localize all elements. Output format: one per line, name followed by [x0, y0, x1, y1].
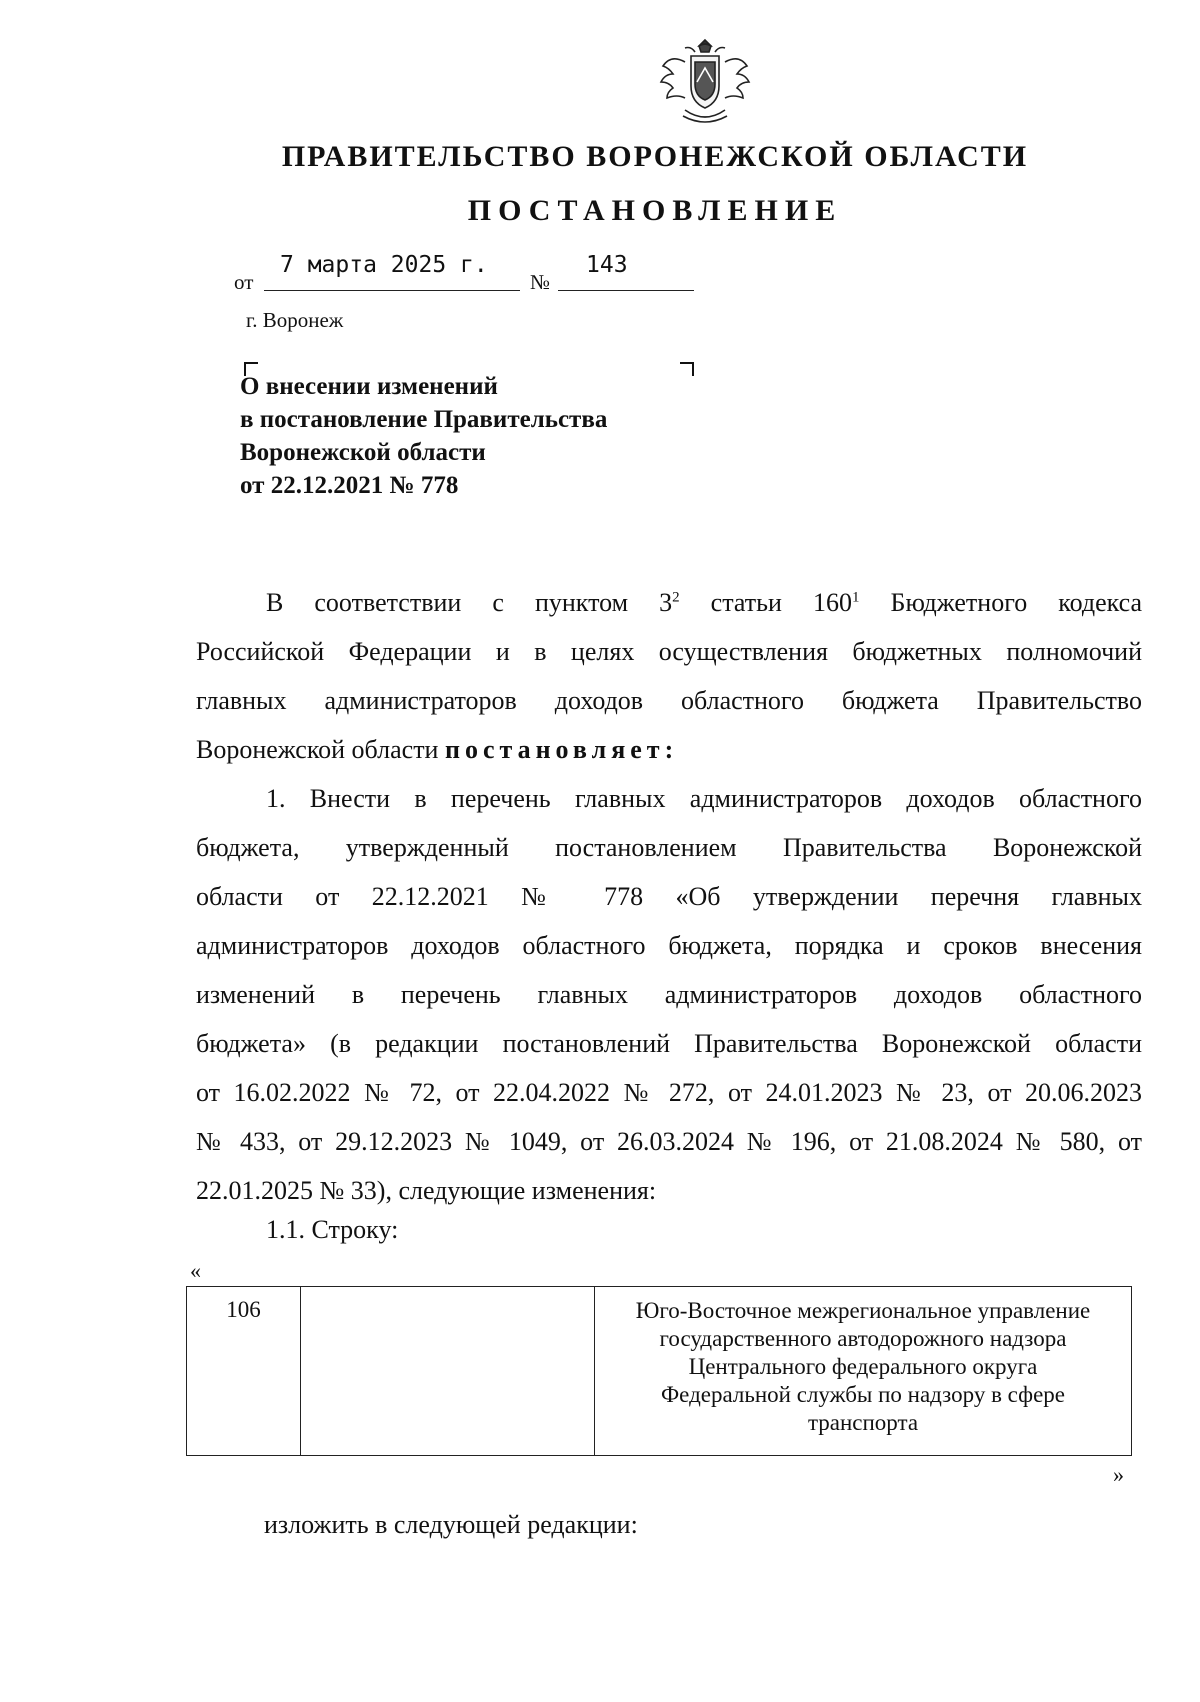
subject-line: О внесении изменений [240, 373, 498, 400]
subject-line: от 22.12.2021 № 778 [240, 472, 459, 499]
name-line: транспорта [807, 1410, 919, 1435]
subject-line: в постановление Правительства [240, 406, 608, 433]
superscript: 2 [672, 589, 680, 606]
name-line: Федеральной службы по надзору в сфере [661, 1382, 1065, 1407]
amended-row-table [186, 1286, 1132, 1456]
table-cell-middle [301, 1287, 595, 1456]
date-underline [264, 290, 520, 291]
document-date: 7 марта 2025 г. [280, 252, 488, 278]
clause-1-paragraph [196, 774, 1142, 1215]
corner-mark-right [680, 362, 694, 376]
preamble-paragraph [196, 578, 1142, 774]
table-cell-name [595, 1287, 1132, 1456]
resolution-word: постановляет: [444, 735, 679, 764]
paragraph-line: № 433, от 29.12.2023 № 1049, от 26.03.2024 № 196, от 21.08.2024 № 580, от [196, 1127, 1142, 1156]
paragraph-line: изменений в перечень главных администраторов доходов областного [196, 980, 1142, 1009]
city: г. Воронеж [246, 308, 344, 332]
paragraph-line: бюджета, утвержденный постановлением Правительства Воронежской [196, 833, 1142, 862]
table-row [187, 1287, 1132, 1456]
number-label: № [530, 270, 551, 294]
name-line: Центрального федерального округа [688, 1354, 1038, 1379]
paragraph-line: 22.01.2025 № 33), следующие изменения: [196, 1176, 657, 1205]
paragraph-line: Российской Федерации и в целях осуществления бюджетных полномочий [196, 637, 1142, 666]
text-fragment: Воронежской области [196, 735, 445, 764]
name-line: государственного автодорожного надзора [659, 1326, 1067, 1351]
paragraph-line: администраторов доходов областного бюджета, порядка и сроков внесения [196, 931, 1142, 960]
paragraph-line [196, 725, 1142, 774]
subject-block [240, 370, 607, 502]
number-underline [558, 290, 694, 291]
coat-of-arms-icon [655, 32, 755, 132]
from-label: от [234, 270, 254, 294]
date-number-row [234, 252, 694, 292]
document-number: 143 [586, 252, 628, 278]
text-fragment: Бюджетного кодекса [859, 588, 1142, 617]
paragraph-line: 1. Внести в перечень главных администраторов доходов областного [266, 784, 1142, 813]
paragraph-line: бюджета» (в редакции постановлений Правительства Воронежской области [196, 1029, 1142, 1058]
paragraph-line [196, 578, 1142, 627]
text-fragment: В соответствии с пунктом 3 [266, 588, 673, 617]
subject-line: Воронежской области [240, 439, 486, 466]
paragraph-line: от 16.02.2022 № 72, от 22.04.2022 № 272, от 24.01.2023 № 23, от 20.06.2023 [196, 1078, 1142, 1107]
quote-open: « [190, 1258, 201, 1283]
document-type: ПОСТАНОВЛЕНИЕ [467, 194, 843, 227]
table-cell-code: 106 [187, 1287, 301, 1456]
name-line: Юго-Восточное межрегиональное управление [635, 1298, 1091, 1323]
superscript: 1 [851, 589, 860, 606]
clause-1-1-label: 1.1. Строку: [266, 1215, 399, 1244]
after-table-text: изложить в следующей редакции: [264, 1510, 638, 1539]
government-title: ПРАВИТЕЛЬСТВО ВОРОНЕЖСКОЙ ОБЛАСТИ [281, 140, 1029, 173]
paragraph-line: области от 22.12.2021 № 778 «Об утверждении перечня главных [196, 882, 1142, 911]
quote-close: » [1113, 1462, 1124, 1487]
text-fragment: статьи 160 [679, 588, 852, 617]
paragraph-line: главных администраторов доходов областного бюджета Правительство [196, 686, 1142, 715]
